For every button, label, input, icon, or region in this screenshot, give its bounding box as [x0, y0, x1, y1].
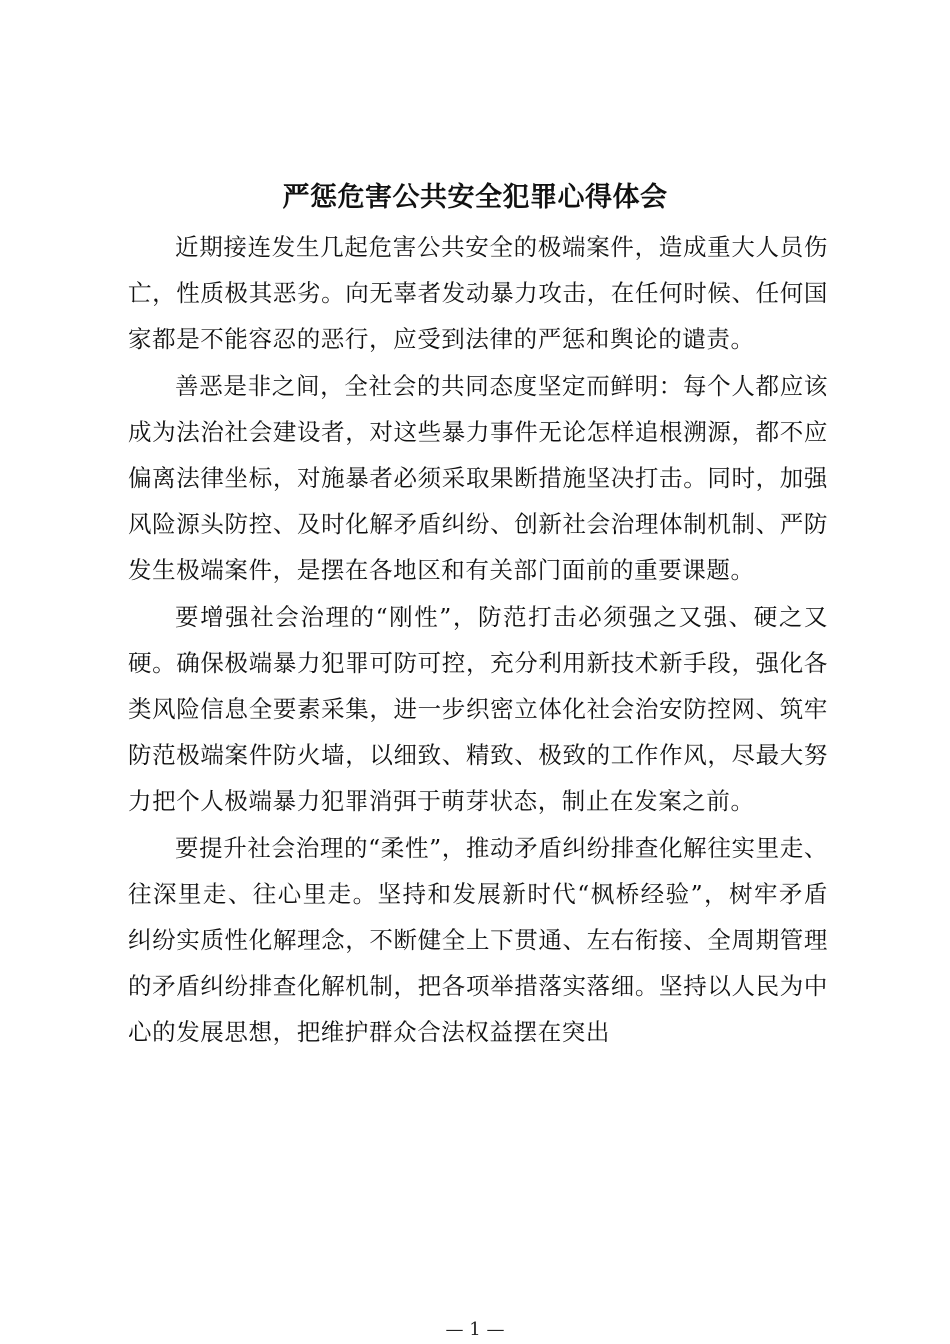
document-body: [128, 224, 828, 1056]
page-number: — 1 —: [445, 1319, 505, 1340]
paragraph-4: 要提升社会治理的“柔性”，推动矛盾纠纷排查化解往实里走、往深里走、往心里走。坚持和发展新时代“枫桥经验”，树牢矛盾纠纷实质性化解理念，不断健全上下贯通、左右衔接、全周期管理的矛盾纠纷排查化解机制，把各项举措落实落细。坚持以人民为中心的发展思想，把维护群众合法权益摆在突出: [128, 833, 828, 1047]
paragraph-1: 近期接连发生几起危害公共安全的极端案件，造成重大人员伤亡，性质极其恶劣。向无辜者发动暴力攻击，在任何时候、任何国家都是不能容忍的恶行，应受到法律的严惩和舆论的谴责。: [128, 233, 828, 354]
paragraph-2: 善恶是非之间，全社会的共同态度坚定而鲜明：每个人都应该成为法治社会建设者，对这些暴力事件无论怎样追根溯源，都不应偏离法律坐标，对施暴者必须采取果断措施坚决打击。同时，加强风险源头防控、及时化解矛盾纠纷、创新社会治理体制机制、严防发生极端案件，是摆在各地区和有关部门面前的重要课题。: [128, 371, 828, 585]
paragraph-3: 要增强社会治理的“刚性”，防范打击必须强之又强、硬之又硬。确保极端暴力犯罪可防可控，充分利用新技术新手段，强化各类风险信息全要素采集，进一步织密立体化社会治安防控网、筑牢防范极端案件防火墙，以细致、精致、极致的工作作风，尽最大努力把个人极端暴力犯罪消弭于萌芽状态，制止在发案之前。: [128, 602, 828, 816]
document-title: 严惩危害公共安全犯罪心得体会: [282, 182, 668, 213]
